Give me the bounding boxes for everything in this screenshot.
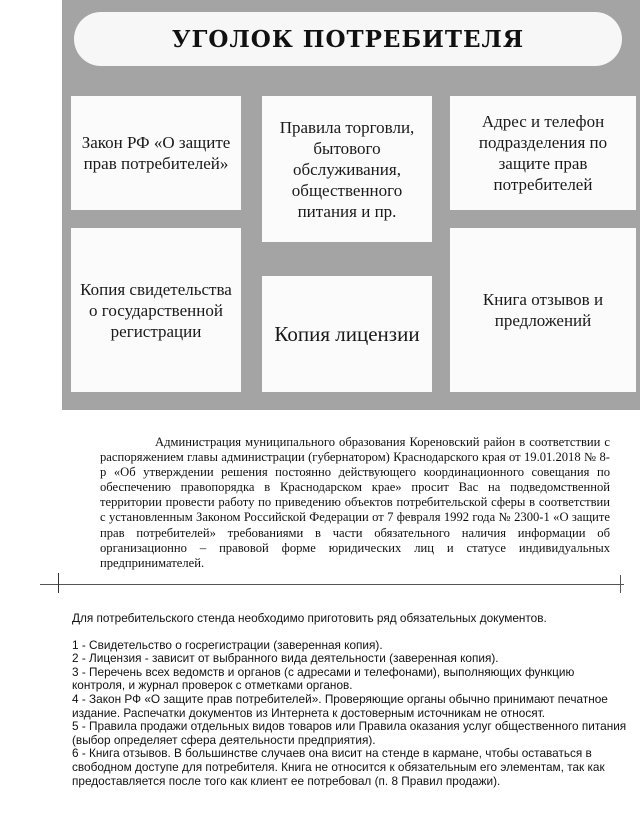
- cut-mark-left: [58, 573, 59, 593]
- consumer-corner-poster: [62, 0, 640, 410]
- poster-title: УГОЛОК ПОТРЕБИТЕЛЯ: [171, 25, 525, 53]
- card-trade-rules: Правила торговли, бытового обслуживания, общественного питания и пр.: [262, 96, 432, 242]
- list-item: 1 - Свидетельство о госрегистрации (заверенная копия).: [72, 637, 383, 652]
- cut-mark-right: [620, 575, 621, 593]
- cut-line-divider: [40, 584, 624, 585]
- card-registration-certificate: Копия свидетельства о государственной регистрации: [71, 228, 241, 392]
- card-feedback-book: Книга отзывов и предложений: [450, 228, 636, 392]
- list-item: 5 - Правила продажи отдельных видов товаров или Правила оказания услуг общественного питания (выбор определяет сфера деятельности предприятия).: [72, 719, 627, 747]
- list-item: 2 - Лицензия - зависит от выбранного вида деятельности (заверенная копия).: [72, 651, 499, 666]
- administration-letter: Администрация муниципального образования Кореновский район в соответствии с распоряжением главы администрации (губернатором) Краснодарского края от 19.01.2018 № 8-р «Об утверждении решения постоянно действующего координационного совещания по обеспечению правопорядка в Краснодарском крае» просит Вас на подведомственной территории провести работу по приведению объектов потребительской сферы в соответствии с установленным Законом Российской Федерации от 7 февраля 1992 года № 2300-1 «О защите прав потребителей» требованиями в части обязательного наличия информации об организационно – правовой форме юридических лиц и статусе индивидуальных предпринимателей.: [100, 435, 610, 570]
- documents-list: [72, 612, 627, 788]
- list-item: 4 - Закон РФ «О защите прав потребителей». Проверяющие органы обычно принимают печатное издание. Распечатки документов из Интернета к достоверным источникам не относят.: [72, 691, 608, 720]
- card-consumer-protection-law: Закон РФ «О защите прав потребителей»: [71, 96, 241, 210]
- list-item: 3 - Перечень всех ведомств и органов (с адресами и телефонами), выполняющих функцию контроля, и журнал проверок с отметками органов.: [72, 664, 575, 693]
- card-address-phone: Адрес и телефон подразделения по защите прав потребителей: [450, 96, 636, 210]
- card-license-copy: Копия лицензии: [262, 276, 432, 392]
- poster-bottom-gap: [0, 410, 640, 422]
- poster-title-banner: [74, 12, 622, 66]
- documents-list-intro: Для потребительского стенда необходимо приготовить ряд обязательных документов.: [72, 611, 547, 625]
- list-item: 6 - Книга отзывов. В большинстве случаев она висит на стенде в кармане, чтобы оставаться в свободном доступе для потребителя. Книга не относится к обязательным его элементам, так как предоставляется после того как клиент ее потребовал (п. 8 Правил продажи).: [72, 746, 605, 788]
